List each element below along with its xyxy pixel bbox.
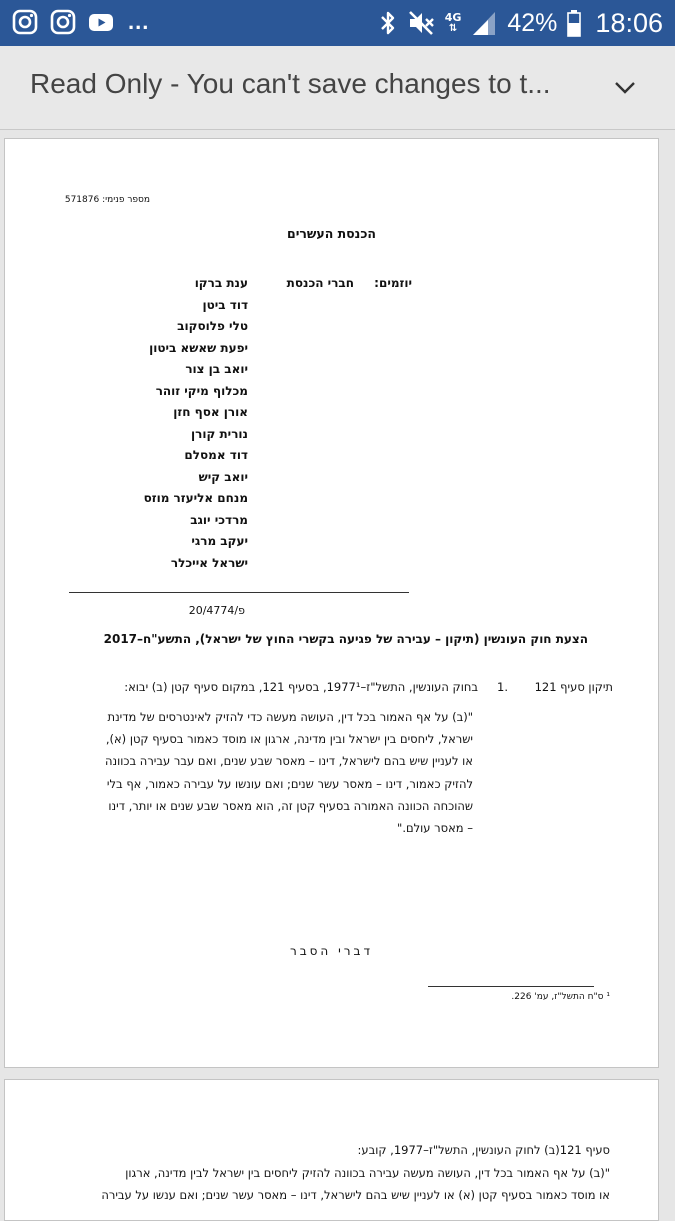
members-list [144,276,248,577]
list-item: ענת ברקו [194,276,248,290]
status-bar [0,0,675,46]
divider [69,592,409,593]
signal-icon [471,9,497,37]
list-item: ישראל אייכלר [170,555,248,570]
mute-icon [407,9,435,37]
explanation-heading: דברי הסבר [289,944,374,958]
list-item: דוד אמסלם [184,448,248,462]
members-label: חברי הכנסת [286,276,354,290]
amended-text [68,706,473,839]
instagram-icon [50,9,76,35]
read-only-message: Read Only - You can't save changes to t... [30,68,551,99]
initiators-label: יוזמים: [374,276,412,290]
bluetooth-icon [379,9,397,37]
chevron-down-icon[interactable] [613,78,637,98]
list-item: מכלוף מיקי זוהר [155,383,248,398]
page2-line: "(ב) על אף האמור בכל דין, העושה מעשה עבירה בכוונה להזיק ליחסים בין ישראל לבין מדינה, ארגון [125,1166,610,1180]
section-label: תיקון סעיף 121 [534,680,613,694]
clock: 18:06 [595,8,663,38]
list-item: יעקב מרגי [191,534,248,548]
quote-line: ישראל, ליחסים בין ישראל ובין מדינה, ארגון או מוסד כאמור בסעיף קטן (א), [105,732,473,747]
list-item: מנחם אליעזר מוזס [143,491,248,505]
page2-line: או מוסד כאמור בסעיף קטן (א) או לעניין שיש בהם לישראל, דינו – מאסר עשר שנים; ואם ענשו על עבירה [101,1188,610,1202]
section-text: בחוק העונשין, התשל"ז–1977¹, בסעיף 121, במקום סעיף קטן (ב) יבוא: [124,680,478,694]
more-notifications: ... [128,9,150,34]
list-item: יואב קיש [198,469,248,484]
instagram-icon [12,9,38,35]
quote-line: "(ב) על אף האמור בכל דין, העושה מעשה כדי להזיק לאינטרסים של מדינת [107,710,473,724]
internal-number: מספר פנימי: 571876 [64,195,150,205]
page2-line: סעיף 121(ב) לחוק העונשין, התשל"ז–1977, קובע: [357,1143,610,1157]
quote-line: שהוכחה הכוונה האמורה בסעיף קטן זה, הוא מאסר שבע שנים או יותר, דינו [108,798,473,813]
knesset-heading: הכנסת העשרים [286,226,377,241]
network-indicator: 4G ⇅ [444,11,462,34]
footnote-divider [428,986,594,987]
youtube-icon [88,9,114,35]
quote-line: – מאסר עולם." [397,821,473,836]
battery-percent: 42% [507,9,558,37]
list-item: דוד ביטן [202,297,248,312]
section-number: 1. [497,680,508,694]
list-item: טלי פלוסקוב [177,319,248,333]
list-item: אורן אסף חזן [173,405,248,419]
document-page-1 [4,138,659,1068]
quote-line: להזיק כאמור, דינו – מאסר עשר שנים; ואם עונשו על עבירה כאמור, אף בלי [106,776,473,791]
footnote: ¹ ס"ח התשל"ז, עמ' 226. [511,992,610,1002]
battery-icon [567,9,581,37]
list-item: יואב בן צור [185,362,248,376]
read-only-banner[interactable] [0,46,675,130]
list-item: מרדכי יוגב [190,512,248,527]
bill-number: פ/20/4774 [188,604,245,617]
bill-title: הצעת חוק העונשין (תיקון – עבירה של פגיעה בקשרי החוץ של ישראל), התשע"ח–2017 [103,632,588,646]
list-item: יפעת שאשא ביטון [149,340,248,355]
quote-line: או לעניין שיש בהם לישראל, דינו – מאסר שבע שנים, ואם עבר עבירה בכוונה [105,754,473,769]
list-item: נורית קורן [191,426,248,441]
